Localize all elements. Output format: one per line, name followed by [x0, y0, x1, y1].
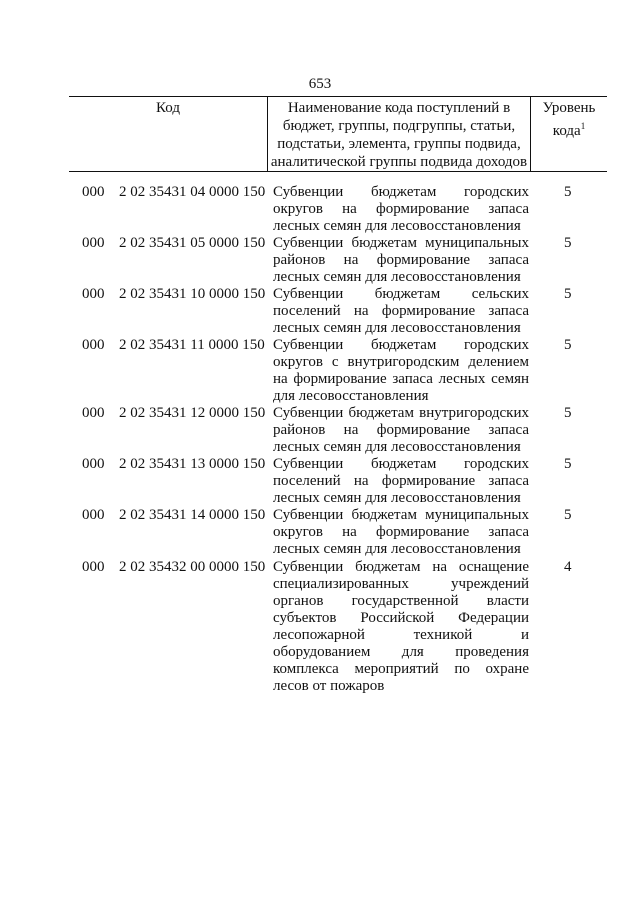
row-prefix: 000 [82, 337, 105, 353]
table-row [0, 405, 640, 456]
row-name: Субвенции бюджетам городских округов на формирование запаса лесных семян для лесовосстановления [273, 184, 529, 234]
header-level: Уровень кода [542, 100, 596, 139]
table-header [69, 96, 607, 172]
row-prefix: 000 [82, 286, 105, 302]
row-level: 5 [564, 337, 572, 353]
header-level-footnote: 1 [580, 121, 586, 131]
table-row [0, 235, 640, 286]
row-level: 5 [564, 286, 572, 302]
row-prefix: 000 [82, 507, 105, 523]
code-table-body [0, 184, 640, 695]
row-name: Субвенции бюджетам муниципальных районов на формирование запаса лесных семян для лесовосстановления [273, 235, 529, 285]
row-level: 5 [564, 184, 572, 200]
row-name: Субвенции бюджетам городских округов с внутригородским делением на формирование запаса лесных семян для лесовосстановления [273, 337, 529, 404]
row-code: 2 02 35431 11 0000 150 [119, 337, 265, 353]
row-prefix: 000 [82, 559, 105, 575]
row-code: 2 02 35431 12 0000 150 [119, 405, 266, 421]
table-row [0, 456, 640, 507]
row-name: Субвенции бюджетам городских поселений на формирование запаса лесных семян для лесовосстановления [273, 456, 529, 506]
page-number: 653 [308, 76, 332, 92]
table-row [0, 184, 640, 235]
table-row [0, 286, 640, 337]
row-code: 2 02 35432 00 0000 150 [119, 559, 266, 575]
row-name: Субвенции бюджетам на оснащение специализированных учреждений органов государственной власти субъектов Российской Федерации лесопожарной техникой и оборудованием для проведения комплекса мероприятий по охране лесов от пожаров [273, 559, 529, 694]
row-level: 5 [564, 235, 572, 251]
row-code: 2 02 35431 04 0000 150 [119, 184, 266, 200]
row-code: 2 02 35431 05 0000 150 [119, 235, 266, 251]
row-code: 2 02 35431 10 0000 150 [119, 286, 266, 302]
table-row [0, 559, 640, 695]
table-row [0, 507, 640, 559]
row-prefix: 000 [82, 235, 105, 251]
header-code: Код [69, 97, 268, 172]
row-prefix: 000 [82, 405, 105, 421]
row-name: Субвенции бюджетам муниципальных округов на формирование запаса лесных семян для лесовосстановления [273, 507, 529, 557]
header-name: Наименование кода поступлений в бюджет, группы, подгруппы, статьи, подстатьи, элемента, группы подвида, аналитической группы подвида доходов [268, 97, 531, 172]
row-name: Субвенции бюджетам сельских поселений на формирование запаса лесных семян для лесовосстановления [273, 286, 529, 336]
row-level: 5 [564, 507, 572, 523]
row-code: 2 02 35431 13 0000 150 [119, 456, 266, 472]
row-level: 5 [564, 405, 572, 421]
row-prefix: 000 [82, 456, 105, 472]
row-name: Субвенции бюджетам внутригородских районов на формирование запаса лесных семян для лесовосстановления [273, 405, 529, 455]
row-level: 5 [564, 456, 572, 472]
row-code: 2 02 35431 14 0000 150 [119, 507, 266, 523]
table-row [0, 337, 640, 405]
row-level: 4 [564, 559, 572, 575]
row-prefix: 000 [82, 184, 105, 200]
header-level-cell [531, 97, 608, 172]
